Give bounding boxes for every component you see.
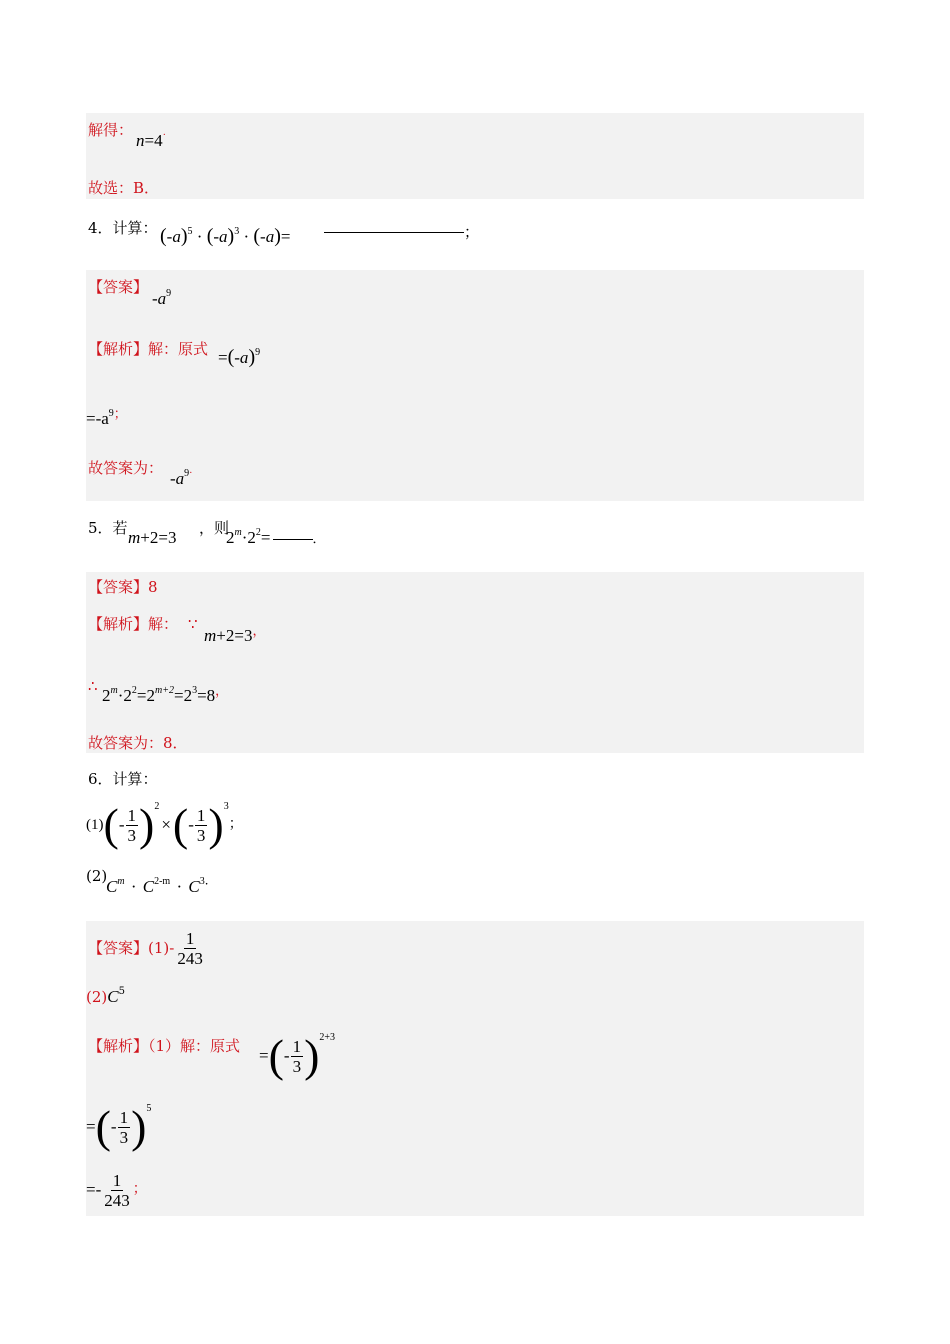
q4-step-2: $=-a^{9;}$	[86, 406, 127, 428]
q4-analysis: 【解析】解：原式	[88, 340, 209, 358]
q5-therefore-symbol: ∴	[88, 677, 98, 695]
answer-blank	[273, 539, 313, 540]
q6-step-1: = ( - $\frac{1}{3}$ ) 2+3	[259, 1030, 336, 1081]
q6-answer-2: $(2)C^5$	[86, 986, 125, 1006]
fraction-one-243: $\frac{1}{243}$	[104, 1170, 130, 1210]
fraction-one-third: $\frac{1}{3}$	[196, 805, 206, 845]
question-6-part-2-expression: $C^m \cdot C^{2-m} \cdot C^{3.}$	[106, 873, 217, 896]
question-5-condition: m+2=3	[128, 528, 177, 547]
question-6-part-1: (1) ( - $\frac{1}{3}$ ) 2 × ( - $\frac{1}{3}$ ) 3 ；	[86, 799, 243, 850]
question-5-expression: $2^m\cdot 2^2=$ ．	[226, 527, 326, 547]
q5-answer: 【答案】8	[88, 578, 158, 596]
q5-analysis: 【解析】解： ∵	[88, 615, 198, 633]
prev-solution-box	[86, 113, 864, 199]
question-6-number: 6．计算：	[88, 770, 158, 788]
answer-blank	[324, 232, 464, 233]
question-4-tail: ；	[464, 223, 480, 241]
question-5-number: 5．若	[88, 519, 128, 537]
fraction-one-third: $\frac{1}{3}$	[292, 1036, 302, 1076]
q5-conclusion: 故答案为：8．	[88, 734, 188, 752]
q4-answer-value: $-a^9$	[152, 288, 172, 308]
question-6-part-2-label: (2)	[86, 867, 108, 885]
solve-equation: n=4·	[136, 130, 166, 150]
q6-answer-1: 【答案】 (1)- $\frac{1}{243}$	[88, 928, 203, 968]
q5-therefore-equation: $2^m\cdot 2^2=2^{m+2}=2^3=8^,$	[102, 683, 229, 705]
q4-step-1: $=(-a)^9$	[218, 346, 261, 368]
q5-because-equation: m+2=3，	[204, 623, 266, 645]
q6-step-3: =- $\frac{1}{243}$ ；	[86, 1170, 147, 1210]
fraction-one-third: $\frac{1}{3}$	[119, 1107, 129, 1147]
question-5-comma: ，则	[199, 519, 230, 537]
q4-conclusion: 故答案为：	[88, 459, 164, 477]
q6-step-2: = ( - $\frac{1}{3}$ ) 5	[86, 1101, 152, 1152]
question-4	[88, 218, 158, 238]
choice-conclusion: 故选：B．	[88, 179, 160, 197]
q4-answer-label: 【答案】	[88, 278, 149, 296]
question-4-expression: $(-a)^5 \cdot (-a)^3 \cdot (-a)=$	[160, 225, 291, 247]
q4-solution-box	[86, 270, 864, 501]
q6-analysis: 【解析】（1）解：原式	[88, 1037, 241, 1055]
q5-solution-box	[86, 572, 864, 753]
question-4-number: 4．计算：	[88, 219, 158, 237]
q4-conclusion-value: $-a^{9\cdot}$	[170, 468, 193, 488]
solve-label: 解得：	[88, 121, 134, 139]
fraction-one-third: $\frac{1}{3}$	[127, 805, 136, 845]
fraction-answer-1: $\frac{1}{243}$	[177, 928, 203, 968]
